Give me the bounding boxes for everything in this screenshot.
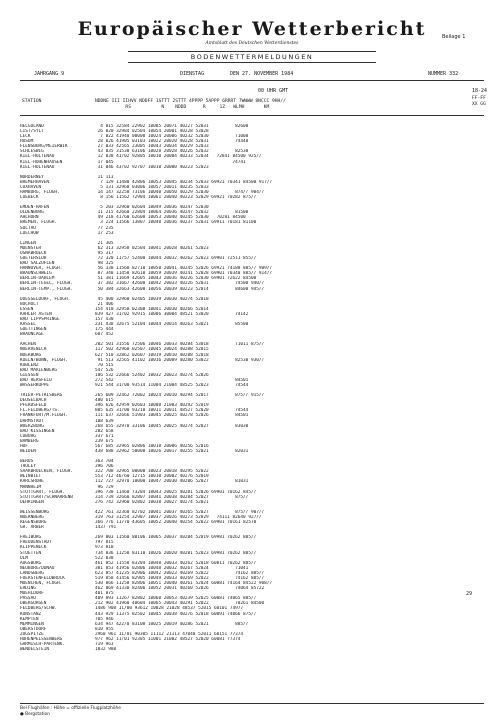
station-observation: 37 382 31667 42608 10042 20033 40226 52031 74500 940//: [95, 281, 265, 287]
station-name: BOCHOLT: [20, 301, 39, 307]
station-observation: 62 313 32958 02504 10041 20028 40261 52023: [95, 245, 209, 251]
station-observation: 43 035 31530 63106 10028 20028 40226 52032 82530: [95, 149, 249, 155]
station-name: BERLIN-TEMP., FLUGH.: [20, 286, 73, 292]
station-observation: 45 400 32960 02405 10039 20030 40274 52018: [95, 296, 209, 302]
station-observation: 154 410 32958 02308 10041 20030 40266 52014: [95, 306, 209, 312]
station-name: KASSEL: [20, 322, 36, 328]
station-observation: 322 708 32965 00000 10023 20018 40295 52022: [95, 469, 209, 475]
station-name: MUEHLDORF: [20, 591, 44, 597]
station-name: FELDBERG/SCHW.: [20, 606, 58, 612]
footer-notes: [20, 706, 121, 717]
station-name: KLIPPENECK: [20, 545, 47, 551]
station-observation: 21 406: [95, 301, 114, 307]
station-observation: 202 501 31556 72506 10046 20033 40284 53018 71011 875//: [95, 342, 265, 348]
station-observation: 96 729: [95, 484, 114, 490]
station-name: WASSERKUPPE: [20, 382, 50, 388]
station-name: PFERDSFELD: [20, 403, 47, 409]
right-time-label: 18-24: [472, 88, 488, 94]
header-rule: [20, 80, 484, 81]
station-name: WUERZBURG: [20, 423, 44, 429]
station-name: MANNHEIM: [20, 484, 42, 490]
station-name: FLENSBURG/MEIERWIK: [20, 144, 68, 150]
station-name: KEMPTEN: [20, 616, 39, 622]
column-station-header: STATION: [22, 99, 42, 104]
station-name: SOLTAU: [20, 225, 36, 231]
station-name: STUTTGART/SCHNARRENB: [20, 494, 73, 500]
station-observation: 314 739 32660 82807 10041 20038 40284 52027 875//: [95, 494, 249, 500]
station-name: FUERSTENFELDBRUCK: [20, 575, 65, 581]
station-name: NUERBURG: [20, 352, 42, 358]
station-observation: 26 020 32984 02504 10054 20001 40228 53028: [95, 129, 209, 135]
station-name: NUERNBERG: [20, 515, 44, 521]
station-name: WENDELSTEIN: [20, 647, 50, 653]
station-observation: 272 542 84501: [95, 377, 249, 383]
station-name: BAD HERSFELD: [20, 377, 52, 383]
station-name: OSNABRUECK: [20, 250, 47, 256]
station-name: STOETTEN: [20, 550, 42, 556]
station-observation: 734 836 11258 83110 10026 20020 40281 52023 69981 70262 885//: [95, 550, 257, 556]
station-observation: 4 015 32584 22902 10085 20071 40227 52031 82600: [95, 124, 249, 129]
station-observation: 8 156 11562 72904 10061 20040 40223 52029 69921 70282 875//: [95, 195, 257, 201]
column-header-rule: [20, 115, 484, 116]
station-name: KOELN/BONN, FLUGH.: [20, 357, 68, 363]
station-observation: 108 639: [95, 418, 114, 424]
station-observation: 27 033 42565 23005 10043 20034 40229 52033: [95, 144, 209, 150]
station-observation: 7 022 41940 00000 10024 20006 40232 52030 71000: [95, 134, 249, 140]
station-name: BREMEN, FLUGH.: [20, 220, 58, 226]
station-observation: 1486 908 11/00 93612 10028 21028 48537 52015 60101 74977: [95, 606, 244, 612]
station-name: GOETTINGEN: [20, 327, 47, 333]
station-observation: 547 526: [95, 367, 114, 373]
station-name: WEIDEN: [20, 449, 36, 454]
station-observation: 401 875: [95, 591, 114, 597]
station-observation: 530 866 11258 82806 10051 20040 40261 52024 60081 74164 84522 908//: [95, 581, 273, 587]
station-observation: 87 348 11458 82610 10059 20039 40241 52028 69901 70340 885// 914//: [95, 271, 273, 277]
station-name: BERLIN-TEGEL, FLUGH.: [20, 281, 73, 287]
station-name: HUSUM: [20, 139, 34, 145]
station-observation: 366 776 11770 43605 10052 20040 40254 52022 69901 70161 82570: [95, 520, 257, 526]
station-observation: 51 381 11669 42605 10043 20036 40226 52030 69901 72622 84500: [95, 276, 257, 282]
report-title: Europäischer Wetterbericht: [77, 18, 427, 40]
station-name: HAMBURG, FLUGH.: [20, 190, 60, 196]
station-observation: 276 742 32960 02802 10038 20027 40274 52021: [95, 499, 209, 505]
station-observation: 72 320 11757 52408 10044 20032 40262 52023 69901 72511 855//: [95, 256, 257, 262]
station-name: LANDSBERG: [20, 570, 44, 576]
station-name: DEUSELBACH: [20, 398, 47, 404]
station-name: SAARBRUECKEN, FLUGH.: [20, 469, 73, 475]
station-observation: 3 224 11566 13807 10040 20036 40237 52031 69911 70181 81100: [95, 220, 257, 226]
station-observation: 396 706: [95, 464, 114, 470]
station-name: BERUS: [20, 459, 34, 465]
report-subtitle: Amtsblatt des Deutschen Wetterdienstes: [205, 41, 299, 46]
station-name: BRAUNSCHWEIG: [20, 271, 52, 277]
station-observation: 111 637 32666 51903 10045 20025 40278 52026 84501: [95, 413, 249, 419]
station-observation: 70 515: [95, 362, 114, 368]
station-name: CUXHAVEN: [20, 184, 42, 190]
station-name: BRAUNLAGE: [20, 332, 44, 338]
station-observation: 31 046 43/02 92707 10010 20000 40223 52023: [95, 164, 209, 170]
station-observation: 49 218 41760 62608 10053 20040 40245 52030 70281 84500: [95, 215, 246, 221]
station-name: BERLIN-DAHLEM: [20, 276, 55, 282]
station-observation: 11 215 42660 22804 10064 20036 40247 52032 81500: [95, 210, 249, 216]
station-name: WEISSENBURG: [20, 509, 50, 515]
station-observation: 627 510 32862 02607 10019 20010 40288 52018: [95, 352, 209, 358]
station-observation: 422 761 32360 82702 10041 20037 40265 52027 875// 907//: [95, 509, 265, 515]
station-name: GR. ARBER: [20, 525, 44, 531]
station-name: HOHENPEISSENBERG: [20, 636, 63, 642]
station-name: FRANKFURT/M.FLUGH.: [20, 413, 68, 419]
station-observation: 98 325: [95, 261, 114, 267]
station-name: EMDEN-HAFEN: [20, 205, 50, 211]
station-observation: 1832 980: [95, 647, 117, 653]
station-observation: 839 427 31/02 92915 10006 30004 48521 53020 74142: [95, 311, 249, 317]
station-observation: 462 869 41330 82406 10052 20031 40260 52026 74064 85722: [95, 586, 265, 592]
station-observation: 443 929 11375 82502 10045 20038 40276 52018 60091 74066 875//: [95, 611, 257, 617]
station-name: GUETERSLOH: [20, 256, 47, 262]
station-observation: 112 727 32970 10000 10047 20030 40286 52027 81031: [95, 479, 249, 485]
station-observation: 268 655 32970 33106 10045 20025 40274 52027 83030: [95, 423, 249, 429]
station-observation: 269 803 11560 80106 10065 20037 40284 52019 69981 70262 885//: [95, 535, 257, 541]
station-observation: 11 113: [95, 174, 114, 180]
station-name: KOBLENZ: [20, 362, 39, 368]
station-observation: 95 317: [95, 250, 114, 256]
station-observation: 5 203 32960 02604 10049 20036 40247 52030: [95, 205, 209, 211]
station-observation: 409 893 11267 82802 10060 20053 40239 52025 60081 74065 885//: [95, 596, 257, 602]
station-observation: 17 253: [95, 230, 114, 236]
station-observation: 17 045 74741: [95, 159, 246, 165]
station-observation: 337 671: [95, 433, 114, 439]
station-observation: 797 815: [95, 540, 114, 546]
page-number: 29: [466, 591, 473, 597]
station-name: TRIER-PETRISBERG: [20, 393, 63, 399]
station-name: LUECHOW: [20, 230, 39, 236]
station-name: MUENSTER: [20, 245, 42, 251]
station-name: NEUBURG/DONAU: [20, 565, 55, 571]
station-observation: 175 444: [95, 327, 114, 333]
footer-rule: [20, 703, 484, 704]
station-name: KARLSRUHE: [20, 479, 44, 485]
station-name: WEINBIET: [20, 474, 42, 480]
station-name: THOLEY: [20, 464, 36, 470]
station-name: HOF: [20, 443, 28, 449]
station-observation: 7 129 11480 42806 10053 20045 40234 52033 69921 70341 84500 917//: [95, 179, 273, 185]
station-observation: 186 532 22666 52402 10032 20023 40274 52026: [95, 372, 209, 378]
station-observation: 157 430: [95, 316, 114, 322]
station-observation: 977 962 11/01 92305 11001 21002 48527 52020 60081 77374: [95, 636, 241, 642]
station-observation: 91 513 32565 41102 10016 20009 40280 53022 82530 930//: [95, 357, 265, 363]
station-name: KAHLER ASTEN: [20, 311, 52, 317]
station-name: ZUGSPITZE: [20, 631, 44, 637]
station-name: BAD KISSINGEN: [20, 428, 55, 434]
station-name: AUGSBURG: [20, 560, 42, 566]
right-code-header-2: XX GG: [472, 102, 486, 107]
station-name: FL.FELDBERG/TS.: [20, 408, 60, 414]
station-observation: 282 658: [95, 428, 114, 434]
station-name: REGENSBURG: [20, 520, 47, 526]
station-observation: 231 438 32675 52104 10044 20014 40263 53021 85500: [95, 322, 249, 328]
station-name: AACHEN: [20, 342, 36, 348]
station-observation: 28 026 41905 03103 10022 20020 40228 52031 74440: [95, 139, 249, 145]
station-name: ULM: [20, 555, 28, 561]
right-code-header-1: FF-FF: [472, 96, 486, 101]
station-name: AHLHORN: [20, 215, 39, 221]
station-name: DUESSELDORF, FLUGH.: [20, 296, 71, 302]
station-name: LINGEN: [20, 240, 36, 246]
station-name: COBURG: [20, 433, 36, 439]
station-name: PASSAU: [20, 596, 36, 602]
observation-table: [20, 124, 490, 652]
station-observation: 265 609 32462 72002 10024 20010 40294 52017 875// 915//: [95, 393, 265, 399]
station-name: BAD LIPPSPRINGE: [20, 316, 60, 322]
station-observation: 319 763 31254 32907 10037 20026 40273 52029 74111 82640 927//: [95, 515, 262, 521]
jahrgang-label: JAHRGANG 9: [34, 71, 65, 77]
station-name: OBERSTDORF: [20, 626, 47, 632]
station-name: KONSTANZ: [20, 611, 42, 617]
footer-note-mountain: ● Bergstation: [20, 711, 50, 717]
station-name: BAD SALZUFLEN: [20, 261, 55, 267]
station-observation: 12 038 41/02 92805 10010 20004 40233 52034 72841 84500 925//: [95, 154, 262, 160]
station-observation: 117 502 42960 02507 10045 20024 40288 52015: [95, 347, 209, 353]
station-observation: 212 902 41960 40604 10065 20043 40291 52022 70261 84500: [95, 601, 265, 607]
station-observation: 438 688 32962 50000 10026 20017 40255 52021 82031: [95, 449, 249, 454]
station-name: HANNOVER, FLUGH.: [20, 266, 63, 272]
station-row: [20, 647, 490, 652]
station-observation: 973 818: [95, 545, 114, 551]
column-code-header-2: RS N NDDD R 1Z WLMH KM: [95, 105, 270, 110]
station-observation: 705 946: [95, 616, 114, 622]
station-name: BAMBERG: [20, 438, 39, 444]
station-observation: 14 147 32258 73106 10040 20050 40229 52030 874// 904//: [95, 190, 265, 196]
station-observation: 363 704: [95, 459, 114, 465]
title-rule-bottom: [128, 62, 376, 63]
station-observation: 553 712 46/60 12715 10010 20002 40276 52019: [95, 474, 209, 480]
station-observation: 921 544 31/00 93514 11004 21004 48525 52023 74544: [95, 382, 249, 388]
station-name: KIEL-HOHENHAUSEN: [20, 159, 63, 165]
station-name: FREUDENSTADT: [20, 540, 52, 546]
footer-note-airport: Bei Flughäfen : Höhe = offizielle Flugplatzhöhe: [20, 706, 121, 711]
station-observation: 239 675: [95, 438, 114, 444]
station-observation: 2960 961 11/01 90305 11112 21113 47040 52011 60151 77374: [95, 631, 244, 637]
column-code-header-1: NDDNE III IIHVV NDDFF 1STTT 2STTT 4PPPP 5APPP 6RRRT 7WWWW 8NCCC 9HH//: [95, 99, 286, 104]
station-name: OBERGURGEN: [20, 601, 47, 607]
section-title: BODENWETTERMELDUNGEN: [190, 53, 314, 61]
time-label: 00 UHR GMT: [258, 88, 289, 94]
station-name: KIEL-HOLTENAU: [20, 154, 55, 160]
station-name: LECK: [20, 134, 31, 140]
station-name: STUTTGART, FLUGH.: [20, 489, 65, 495]
station-name: LUEBECK: [20, 195, 39, 201]
station-observation: 5 131 32968 03006 10057 20011 40235 52033: [95, 184, 209, 190]
station-observation: 396 738 11460 73204 10043 20025 40281 52026 69901 70162 845//: [95, 489, 257, 495]
title-rule-top: [128, 51, 376, 52]
station-observation: 634 947 422/0 83108 10025 20019 40286 52021 885//: [95, 621, 249, 627]
station-name: LIST/SYLT: [20, 129, 44, 135]
station-name: BREMERHAVEN: [20, 179, 50, 185]
nummer-label: NUMMER 332: [428, 71, 459, 77]
station-observation: 56 338 11560 82710 10050 20041 40245 52026 69921 74188 885// 909//: [95, 266, 273, 272]
station-name: GARMISCH-PARTENK.: [20, 641, 65, 647]
station-name: OEHRINGEN: [20, 499, 44, 505]
station-observation: 396 626 42959 02603 10008 21003 40292 52019: [95, 403, 209, 409]
station-observation: 519 858 41456 82905 10049 20033 40269 52022 74162 885//: [95, 575, 265, 581]
station-observation: 21 305: [95, 240, 114, 246]
station-observation: 77 235: [95, 225, 114, 231]
station-observation: 50 384 32663 42608 10056 20039 40223 52014 84600 945//: [95, 286, 265, 292]
station-observation: 381 853 41956 02806 10048 20032 40267 52024 71041: [95, 565, 249, 571]
station-name: HELGOLAND: [20, 124, 44, 129]
station-observation: 805 635 31/00 93210 10011 20011 48527 52020 74544: [95, 408, 249, 414]
station-name: NOERVENICH: [20, 347, 47, 353]
station-observation: 1437 791: [95, 525, 117, 531]
station-observation: 623 857 41235 82906 10042 20023 40269 52022 74162 885//: [95, 570, 265, 576]
station-observation: 719 963: [95, 641, 114, 647]
station-observation: 461 852 11558 83204 10048 20033 40262 52018 60011 70262 885//: [95, 560, 257, 566]
station-name: SCHLESWIG: [20, 149, 44, 155]
date-label: DEN 27. NOVEMBER 1984: [230, 71, 294, 77]
beilage-label: Beilage 1: [442, 34, 466, 40]
station-name: GIESSEN: [20, 372, 39, 378]
station-name: ERDING: [20, 586, 36, 592]
station-name: MEMMINGEN: [20, 621, 44, 627]
station-name: BAD MARIENBERG: [20, 367, 58, 373]
station-observation: 607 452: [95, 332, 114, 338]
station-name: FREIBURG: [20, 535, 42, 541]
station-name: NORDERNEY: [20, 174, 44, 180]
station-name: ESSEN: [20, 306, 34, 312]
station-observation: 810 955: [95, 626, 114, 632]
day-label: DIENSTAG: [180, 71, 205, 77]
station-name: MUENCHEN, FLUGH.: [20, 581, 63, 587]
station-observation: 567 685 32965 02806 10018 20006 40256 52016: [95, 443, 209, 449]
station-name: KIEL-HOLTENAU: [20, 164, 55, 170]
station-name: OLDENBURG: [20, 210, 44, 216]
station-observation: 522 838: [95, 555, 114, 561]
station-name: DARMSTADT: [20, 418, 44, 424]
station-observation: 480 615: [95, 398, 114, 404]
